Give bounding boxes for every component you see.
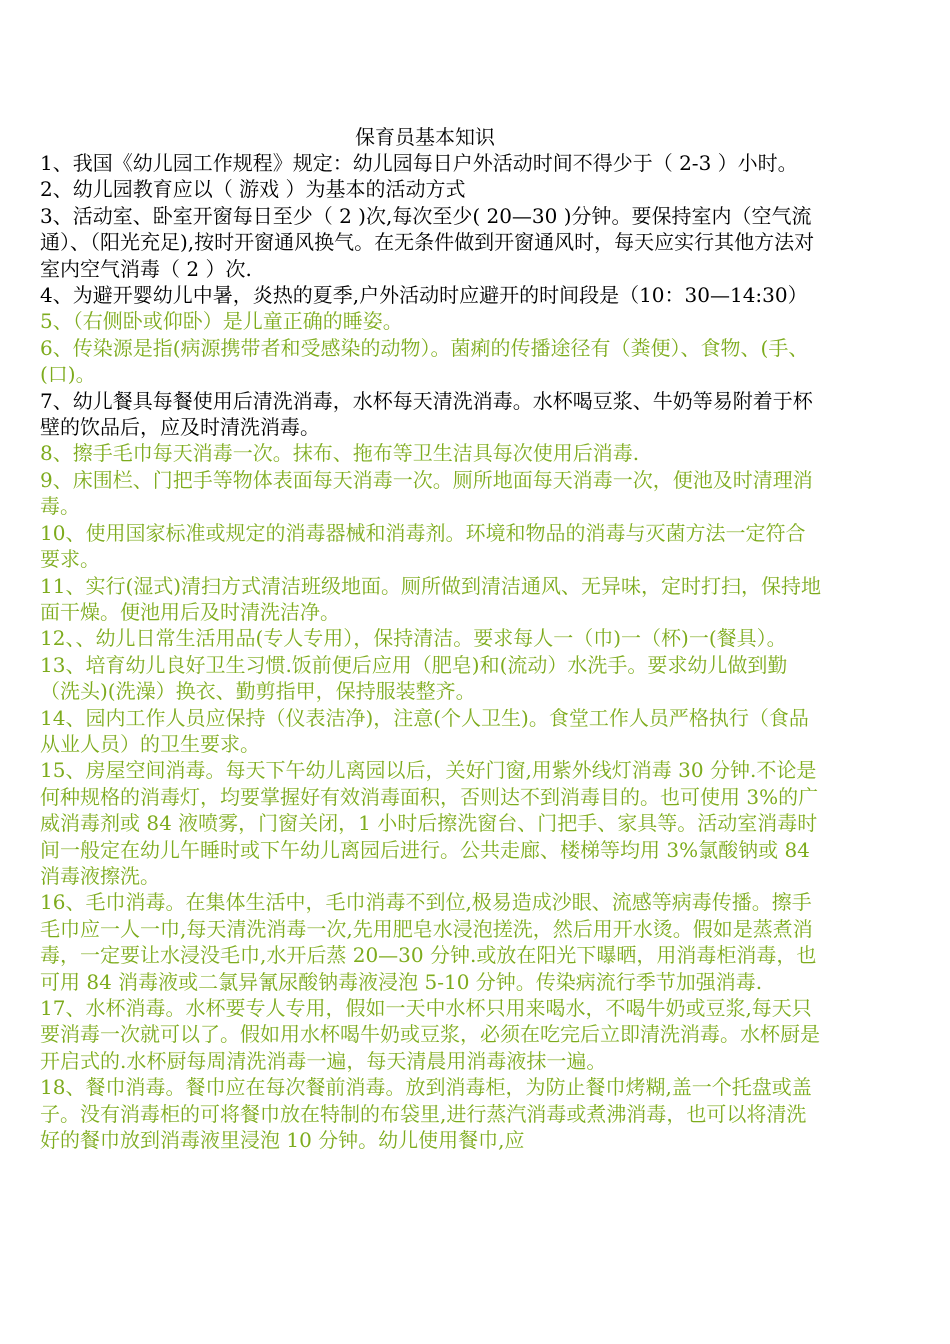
paragraph-16: 16、毛巾消毒。在集体生活中，毛巾消毒不到位,极易造成沙眼、流感等病毒传播。擦手毛巾应一人一巾,每天清洗消毒一次,先用肥皂水浸泡搓洗，然后用开水烫。假如是蒸煮消毒，一定要让水浸没毛巾,水开后蒸 20—30 分钟.或放在阳光下曝晒，用消毒柜消毒，也可用 84 消毒液或二氯异氰尿酸钠毒液浸泡 5-10 分钟。传染病流行季节加强消毒.: [40, 890, 817, 994]
paragraph-12: 12、、幼儿日常生活用品(专人专用），保持清洁。要求每人一（巾)一（杯)一(餐具）。: [40, 626, 787, 651]
paragraph-8: 8、擦手毛巾每天消毒一次。抹布、拖布等卫生洁具每次使用后消毒.: [40, 441, 640, 466]
paragraph-14: 14、园内工作人员应保持（仪表洁净)，注意(个人卫生)。食堂工作人员严格执行（食品从业人员）的卫生要求。: [40, 705, 809, 756]
paragraph-18: 18、餐巾消毒。餐巾应在每次餐前消毒。放到消毒柜，为防止餐巾烤糊,盖一个托盘或盖子。没有消毒柜的可将餐巾放在特制的布袋里,进行蒸汽消毒或煮沸消毒，也可以将清洗好的餐巾放到消毒液里浸泡 10 分钟。幼儿使用餐巾,应: [40, 1075, 812, 1153]
paragraph-4: 4、为避开婴幼儿中暑，炎热的夏季,户外活动时应避开的时间段是（10：30—14:30）: [40, 283, 808, 308]
document-title: 保育员基本知识: [355, 125, 495, 149]
paragraph-1: 1、我国《幼儿园工作规程》规定：幼儿园每日户外活动时间不得少于（ 2-3 ）小时。: [40, 151, 798, 175]
paragraph-10: 10、使用国家标准或规定的消毒器械和消毒剂。环境和物品的消毒与灭菌方法一定符合要求。: [40, 520, 806, 572]
paragraph-15: 15、房屋空间消毒。每天下午幼儿离园以后，关好门窗,用紫外线灯消毒 30 分钟.不论是何种规格的消毒灯，均要掌握好有效消毒面积，否则达不到消毒目的。也可使用 3%的广威消毒剂或 84 液喷雾，门窗关闭，1 小时后擦洗窗台、门把手、家具等。活动室消毒时间一般定在幼儿午睡时或下午幼儿离园后进行。公共走廊、楼梯等均用 3%氯酸钠或 84 消毒液擦洗。: [40, 758, 819, 888]
document-body: [40, 150, 824, 1153]
paragraph-5: 5、（右侧卧或仰卧）是儿童正确的睡姿。: [40, 309, 403, 334]
paragraph-11: 11、实行(湿式)清扫方式清洁班级地面。厕所做到清洁通风、无异味，定时打扫，保持地面干燥。便池用后及时清洗洁净。: [40, 573, 822, 624]
paragraph-2: 2、幼儿园教育应以（ 游戏 ）为基本的活动方式: [40, 177, 466, 202]
paragraph-6: 6、传染源是指(病源携带者和受感染的动物）。菌痢的传播途径有（粪便）、食物、(手、(口)。: [40, 335, 809, 387]
paragraph-7: 7、幼儿餐具每餐使用后清洗消毒，水杯每天清洗消毒。水杯喝豆浆、牛奶等易附着于杯壁的饮品后，应及时清洗消毒。: [40, 388, 813, 440]
paragraph-9: 9、床围栏、门把手等物体表面每天消毒一次。厕所地面每天消毒一次，便池及时清理消毒。: [40, 467, 813, 519]
paragraph-13: 13、培育幼儿良好卫生习惯.饭前便后应用（肥皂)和(流动）水洗手。要求幼儿做到勤（洗头)(洗澡）换衣、勤剪指甲，保持服装整齐。: [40, 652, 788, 704]
paragraph-17: 17、水杯消毒。水杯要专人专用，假如一天中水杯只用来喝水，不喝牛奶或豆浆,每天只要消毒一次就可以了。假如用水杯喝牛奶或豆浆，必须在吃完后立即清洗消毒。水杯厨是开启式的.水杯厨每周清洗消毒一遍，每天清晨用消毒液抹一遍。: [40, 996, 820, 1073]
paragraph-3: 3、活动室、卧室开窗每日至少（ 2 )次,每次至少( 20—30 )分钟。要保持室内（空气流通）、（阳光充足),按时开窗通风换气。在无条件做到开窗通风时，每天应实行其他方法对室内空气消毒（ 2 ）次.: [40, 203, 815, 281]
